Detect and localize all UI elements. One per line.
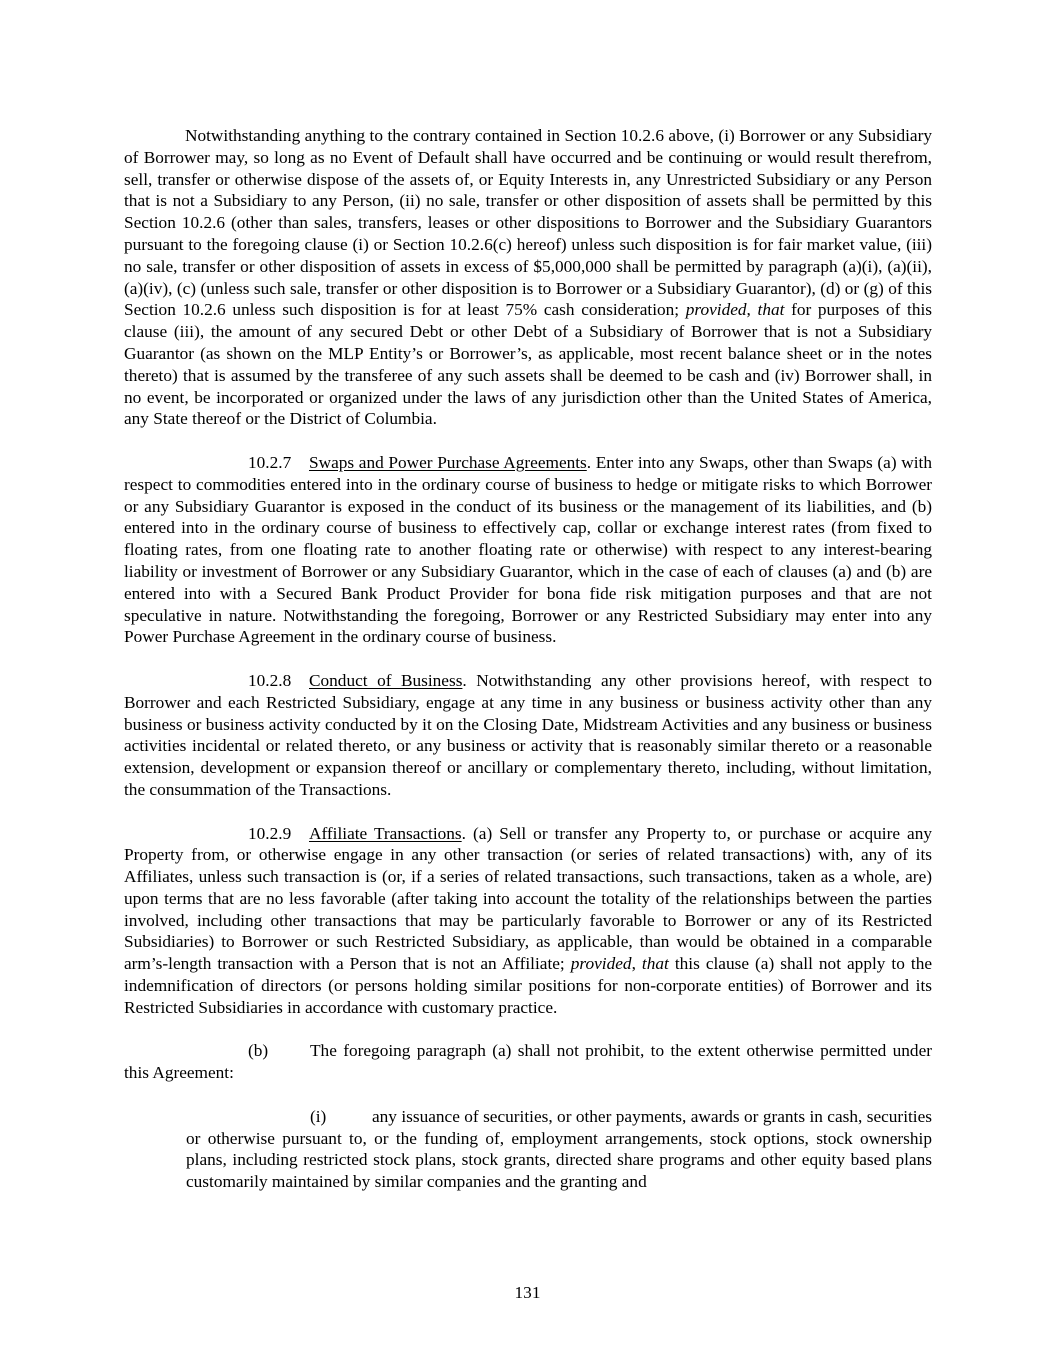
clause-b — [124, 1040, 932, 1084]
that-italic: that — [757, 300, 785, 320]
section-10-2-7 — [124, 452, 932, 648]
paragraph-text-after: for purposes of this clause (iii), the amount of any secured Debt or other Debt of a Subsidiary of Borrower that is not a Subsidiary Guarantor (as shown on the MLP Entity’s or Borrower’s, as applicable, most recent balance sheet or in the notes thereto) that is assumed by the transferee of any such assets shall be deemed to be cash and (iv) Borrower shall, in no event, be incorporated or organized under the laws of any jurisdiction other than the United States of America, any State thereof or the District of Columbia. — [124, 300, 932, 429]
provided-italic: provided — [685, 300, 747, 320]
that-italic: that — [641, 954, 669, 974]
paragraph-text: Notwithstanding anything to the contrary contained in Section 10.2.6 above, (i) Borrower or any Subsidiary of Borrower may, so long as no Event of Default shall have occurred and be continuing or would result therefrom, sell, transfer or otherwise dispose of the assets of, or Equity Interests in, any Unrestricted Subsidiary or any Person that is not a Subsidiary to any Person, (ii) no sale, transfer or other disposition of assets shall be permitted by this Section 10.2.6 (other than sales, transfers, leases or other dispositions to Borrower and the Subsidiary Guarantors pursuant to the foregoing clause (i) or Section 10.2.6(c) hereof) unless such disposition is for fair market value, (iii) no sale, transfer or other disposition of assets in excess of $5,000,000 shall be permitted by paragraph (a)(i), (a)(ii), (a)(iv), (c) (unless such sale, transfer or other disposition is to Borrower or a Subsidiary Guarantor), (d) or (g) of this Section 10.2.6 unless such disposition is for at least 75% cash consideration; — [124, 126, 932, 320]
section-body: . Notwithstanding any other provisions hereof, with respect to Borrower and each Restricted Subsidiary, engage at any time in any business or business activity other than any business or business activity conducted by it on the Closing Date, Midstream Activities and any business or business activities incidental or related thereto, or any business or activity that is reasonably similar thereto or a reasonable extension, development or expansion thereof or ancillary or complementary thereto, including, without limitation, the consummation of the Transactions. — [124, 670, 932, 799]
section-10-2-8 — [124, 670, 932, 801]
section-heading: Swaps and Power Purchase Agreements — [309, 452, 587, 472]
section-number: 10.2.8 — [248, 670, 292, 690]
comma: , — [631, 954, 642, 974]
section-body: . Enter into any Swaps, other than Swaps (a) with respect to commodities entered into in the ordinary course of business to hedge or mitigate risks to which Borrower or any Subsidiary Guarantor is exposed in the conduct of its business or the management of its liabilities, and (b) entered into in the ordinary course of business to effectively cap, collar or exchange interest rates (from fixed to floating rates, from one floating rate to another floating rate or otherwise) with respect to any interest-bearing liability or investment of Borrower or any Subsidiary Guarantor, which in the case of each of clauses (a) and (b) are entered into with a Secured Bank Product Provider for bona fide risk mitigation purposes and that are not speculative in nature. Notwithstanding the foregoing, Borrower or any Restricted Subsidiary may enter into any Power Purchase Agreement in the ordinary course of business. — [124, 452, 932, 647]
comma: , — [746, 300, 758, 320]
clause-text: The foregoing paragraph (a) shall not prohibit, to the extent otherwise permitted under this Agreement: — [124, 1041, 932, 1083]
clause-label: (i) — [310, 1106, 327, 1126]
section-heading: Affiliate Transactions — [309, 823, 462, 843]
provided-italic: provided — [570, 954, 632, 974]
document-body — [124, 125, 932, 1193]
clause-i — [186, 1106, 932, 1193]
section-body: . (a) Sell or transfer any Property to, or purchase or acquire any Property from, or otherwise engage in any other transaction (or series of related transactions) with, any of its Affiliates, unless such transaction is (or, if a series of related transactions, such transactions, taken as a whole, are) upon terms that are no less favorable (after taking into account the totality of the relationships between the parties involved, including other transactions that may be particularly favorable to Borrower or any of its Restricted Subsidiaries) to Borrower or such Restricted Subsidiary, as applicable, than would be obtained in a comparable arm’s-length transaction with a Person that is not an Affiliate; — [124, 823, 932, 974]
section-body-after: this clause (a) shall not apply to the indemnification of directors (or persons holding similar positions for non-corporate entities) of Borrower and its Restricted Subsidiaries in accordance with customary practice. — [124, 954, 933, 1017]
section-10-2-9 — [124, 823, 932, 1019]
section-heading: Conduct of Business — [309, 670, 463, 690]
page-number: 131 — [514, 1283, 541, 1302]
clause-text: any issuance of securities, or other payments, awards or grants in cash, securities or otherwise pursuant to, or the funding of, employment arrangements, stock options, stock ownership plans, including restricted stock plans, stock grants, directed share programs and other equity based plans customarily maintained by similar companies and the granting and — [186, 1106, 932, 1192]
paragraph-notwithstanding — [124, 125, 932, 430]
section-number: 10.2.9 — [248, 823, 292, 843]
clause-label: (b) — [248, 1041, 269, 1061]
section-number: 10.2.7 — [248, 452, 292, 472]
